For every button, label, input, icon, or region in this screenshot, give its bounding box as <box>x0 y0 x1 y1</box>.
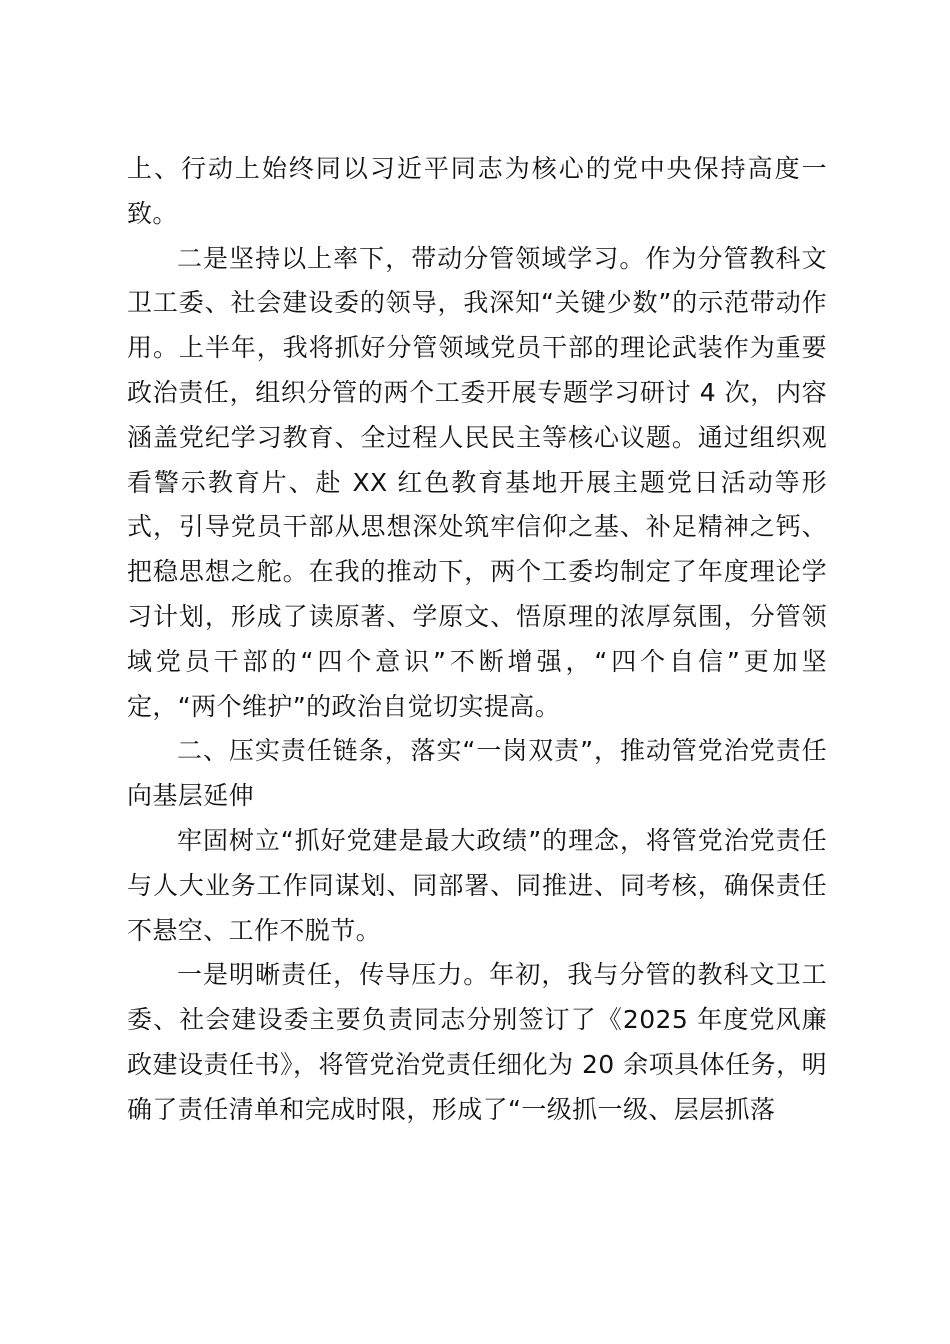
section-heading-responsibility: 二、压实责任链条，落实“一岗双责”，推动管党治党责任向基层延伸 <box>127 736 827 811</box>
paragraph-clarify-responsibility: 一是明晰责任，传导压力。年初，我与分管的教科文卫工委、社会建设委主要负责同志分别签订了《2025 年度党风廉政建设责任书》，将管党治党责任细化为 20 余项具体任务，明确了责任清单和完成时限，形成了“一级抓一级、层层抓落 <box>127 960 827 1124</box>
paragraph-responsibility-concept: 牢固树立“抓好党建是最大政绩”的理念，将管党治党责任与人大业务工作同谋划、同部署、同推进、同考核，确保责任不悬空、工作不脱节。 <box>127 825 827 945</box>
document-body <box>127 147 827 1133</box>
paragraph-continuation: 上、行动上始终同以习近平同志为核心的党中央保持高度一致。 <box>127 154 827 228</box>
paragraph-leading-by-example: 二是坚持以上率下，带动分管领域学习。作为分管教科文卫工委、社会建设委的领导，我深知“关键少数”的示范带动作用。上半年，我将抓好分管领域党员干部的理论武装作为重要政治责任，组织分管的两个工委开展专题学习研讨 4 次，内容涵盖党纪学习教育、全过程人民民主等核心议题。通过组织观看警示教育片、赴 XX 红色教育基地开展主题党日活动等形式，引导党员干部从思想深处筑牢信仰之基、补足精神之钙、把稳思想之舵。在我的推动下，两个工委均制定了年度理论学习计划，形成了读原著、学原文、悟原理的浓厚氛围，分管领域党员干部的“四个意识”不断增强，“四个自信”更加坚定，“两个维护”的政治自觉切实提高。 <box>127 243 827 721</box>
